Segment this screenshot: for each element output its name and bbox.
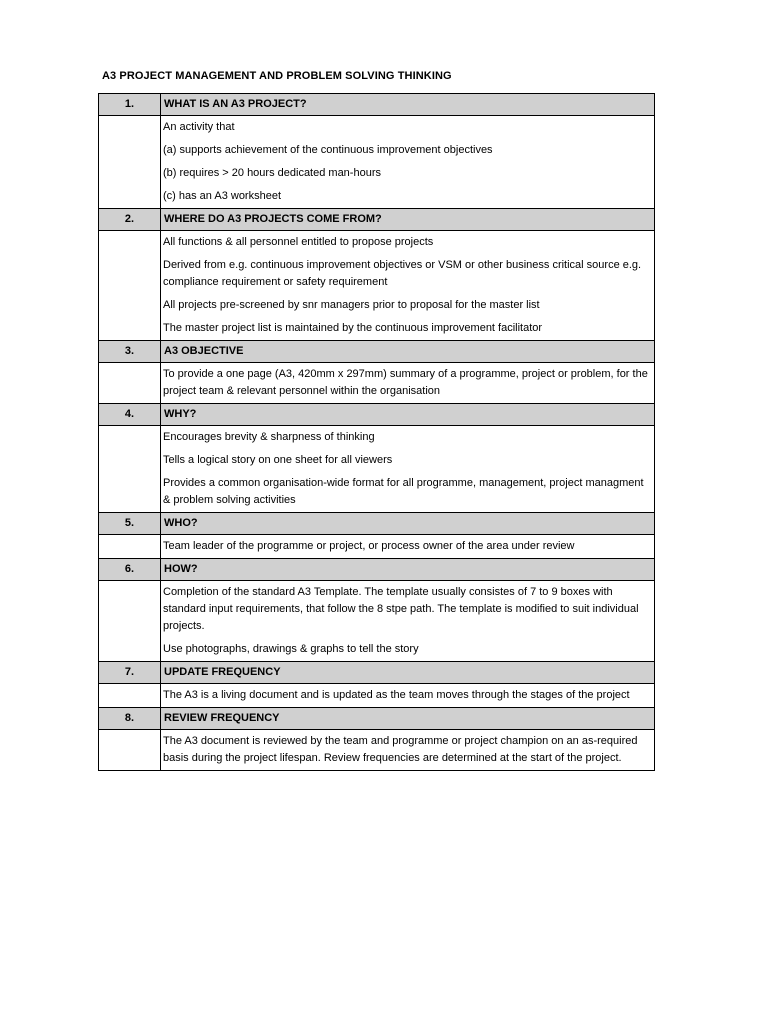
section-number: 1. (99, 94, 161, 116)
section-heading: WHO? (161, 513, 655, 535)
section-heading: UPDATE FREQUENCY (161, 662, 655, 684)
section-content (161, 426, 655, 513)
section-header-row (99, 94, 655, 116)
empty-number-cell (99, 363, 161, 404)
section-header-row (99, 513, 655, 535)
section-heading: WHERE DO A3 PROJECTS COME FROM? (161, 209, 655, 231)
content-paragraph: Encourages brevity & sharpness of thinking (163, 431, 375, 443)
section-number: 7. (99, 662, 161, 684)
section-body-row (99, 535, 655, 559)
document-title: A3 PROJECT MANAGEMENT AND PROBLEM SOLVING THINKING (102, 70, 452, 82)
section-number: 2. (99, 209, 161, 231)
content-paragraph: (b) requires > 20 hours dedicated man-hours (163, 167, 381, 179)
section-content (161, 116, 655, 209)
section-heading: WHAT IS AN A3 PROJECT? (161, 94, 655, 116)
content-paragraph: (c) has an A3 worksheet (163, 190, 282, 202)
section-header-row (99, 662, 655, 684)
section-number: 6. (99, 559, 161, 581)
section-header-row (99, 404, 655, 426)
section-body-row (99, 363, 655, 404)
section-body-row (99, 730, 655, 771)
section-heading: A3 OBJECTIVE (161, 341, 655, 363)
content-paragraph: Completion of the standard A3 Template. The template usually consistes of 7 to 9 boxes with standard input requirements, that follow the 8 stpe path. The template is modified to suit individual projects. (163, 586, 639, 632)
section-content (161, 363, 655, 404)
section-body-row (99, 231, 655, 341)
content-paragraph: Team leader of the programme or project, or process owner of the area under review (163, 540, 575, 552)
section-content (161, 231, 655, 341)
section-header-row (99, 341, 655, 363)
empty-number-cell (99, 730, 161, 771)
section-header-row (99, 559, 655, 581)
section-header-row (99, 209, 655, 231)
content-paragraph: Provides a common organisation-wide format for all programme, management, project managment & problem solving activities (163, 477, 644, 506)
content-paragraph: (a) supports achievement of the continuous improvement objectives (163, 144, 493, 156)
section-content (161, 730, 655, 771)
section-number: 4. (99, 404, 161, 426)
content-paragraph: To provide a one page (A3, 420mm x 297mm) summary of a programme, project or problem, for the project team & relevant personnel within the organisation (163, 368, 648, 397)
content-paragraph: Use photographs, drawings & graphs to tell the story (163, 643, 419, 655)
content-paragraph: All projects pre-screened by snr managers prior to proposal for the master list (163, 299, 540, 311)
content-paragraph: The A3 document is reviewed by the team and programme or project champion on an as-required basis during the project lifespan. Review frequencies are determined at the start of the project. (163, 735, 638, 764)
section-content (161, 581, 655, 662)
content-paragraph: All functions & all personnel entitled to propose projects (163, 236, 434, 248)
a3-info-table (98, 93, 655, 771)
section-body-row (99, 426, 655, 513)
section-number: 3. (99, 341, 161, 363)
section-content (161, 535, 655, 559)
empty-number-cell (99, 684, 161, 708)
section-header-row (99, 708, 655, 730)
empty-number-cell (99, 116, 161, 209)
section-body-row (99, 116, 655, 209)
content-paragraph: The master project list is maintained by the continuous improvement facilitator (163, 322, 543, 334)
empty-number-cell (99, 535, 161, 559)
content-paragraph: An activity that (163, 121, 235, 133)
section-heading: WHY? (161, 404, 655, 426)
section-heading: REVIEW FREQUENCY (161, 708, 655, 730)
section-heading: HOW? (161, 559, 655, 581)
section-content (161, 684, 655, 708)
table-body (99, 94, 655, 771)
content-paragraph: Derived from e.g. continuous improvement objectives or VSM or other business critical source e.g. compliance requirement or safety requirement (163, 259, 642, 288)
section-number: 5. (99, 513, 161, 535)
empty-number-cell (99, 231, 161, 341)
content-paragraph: Tells a logical story on one sheet for all viewers (163, 454, 393, 466)
section-body-row (99, 581, 655, 662)
section-body-row (99, 684, 655, 708)
empty-number-cell (99, 426, 161, 513)
section-number: 8. (99, 708, 161, 730)
empty-number-cell (99, 581, 161, 662)
content-paragraph: The A3 is a living document and is updated as the team moves through the stages of the project (163, 689, 630, 701)
